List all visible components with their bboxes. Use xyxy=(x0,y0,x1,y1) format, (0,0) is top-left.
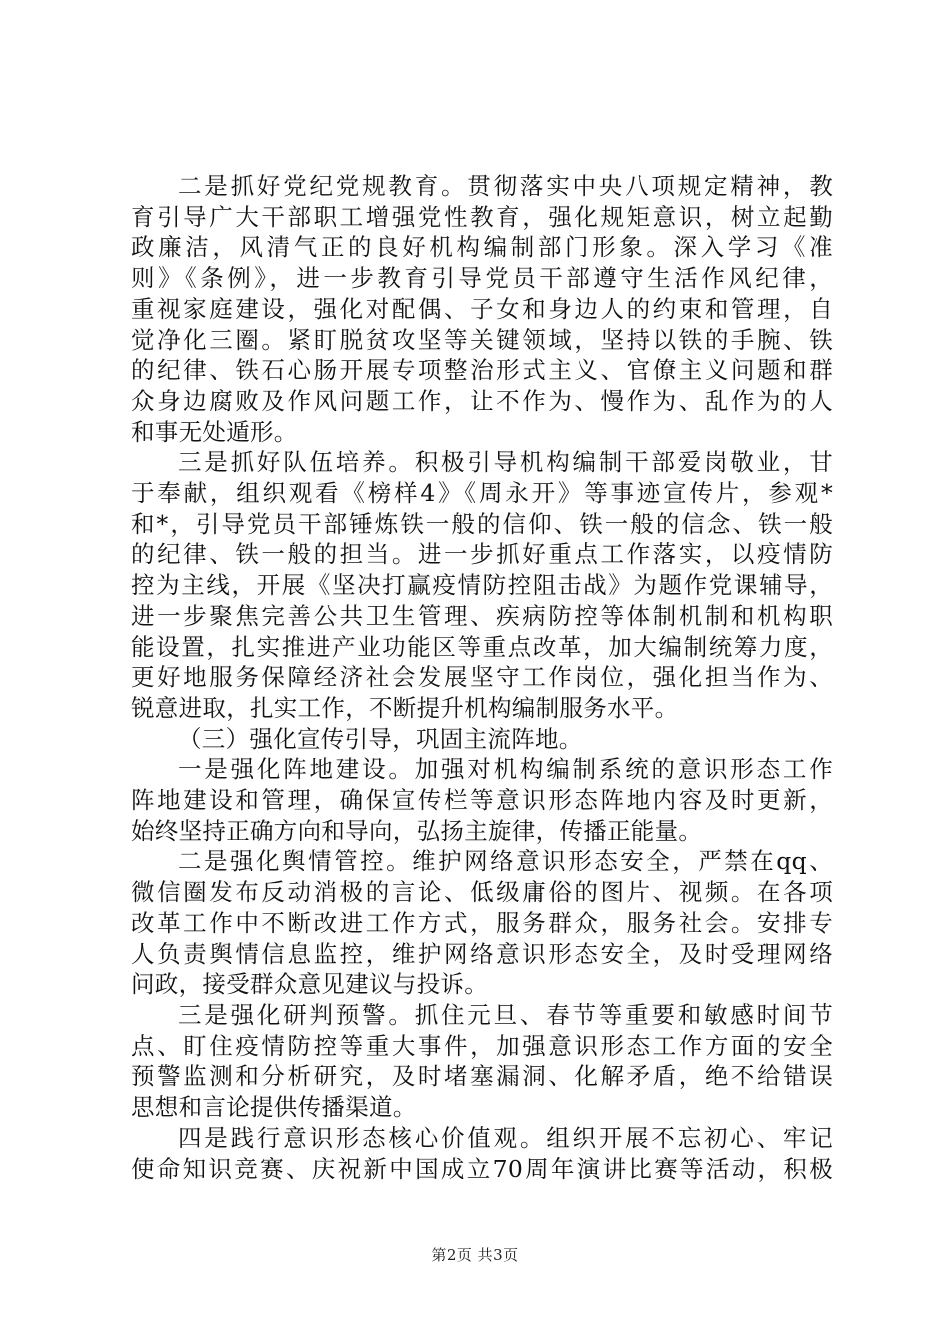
text-line: 能设置，扎实推进产业功能区等重点改革，加大编制统筹力度， xyxy=(131,632,833,661)
text-line: 问政，接受群众意见建议与投诉。 xyxy=(131,970,488,999)
text-line: 的纪律、铁石心肠开展专项整治形式主义、官僚主义问题和群 xyxy=(131,356,833,385)
text-line: 点、盯住疫情防控等重大事件，加强意识形态工作方面的安全 xyxy=(131,1031,833,1060)
text-line: 三是抓好队伍培养。积极引导机构编制干部爱岗敬业，甘 xyxy=(178,448,833,477)
text-line: （三）强化宣传引导，巩固主流阵地。 xyxy=(178,724,583,753)
paragraph-party-discipline xyxy=(131,171,833,447)
paragraph-early-warning xyxy=(131,1000,833,1123)
text-line: 于奉献，组织观看《榜样4》《周永开》等事迹宣传片，参观* xyxy=(131,479,833,508)
text-line: 思想和言论提供传播渠道。 xyxy=(131,1093,417,1122)
text-line: 锐意进取，扎实工作，不断提升机构编制服务水平。 xyxy=(131,693,679,722)
paragraph-core-values xyxy=(131,1123,833,1184)
text-line: 二是抓好党纪党规教育。贯彻落实中央八项规定精神，教 xyxy=(178,172,833,200)
text-line: 预警监测和分析研究，及时堵塞漏洞、化解矛盾，绝不给错误 xyxy=(131,1062,833,1091)
text-line: 觉净化三圈。紧盯脱贫攻坚等关键领域，坚持以铁的手腕、铁 xyxy=(131,325,833,354)
text-line: 微信圈发布反动消极的言论、低级庸俗的图片、视频。在各项 xyxy=(131,878,833,907)
text-line: 三是强化研判预警。抓住元旦、春节等重要和敏感时间节 xyxy=(178,1000,833,1029)
text-line: 进一步聚焦完善公共卫生管理、疾病防控等体制机制和机构职 xyxy=(131,601,833,630)
text-line: 则》《条例》，进一步教育引导党员干部遵守生活作风纪律， xyxy=(131,264,833,293)
text-line: 控为主线，开展《坚决打赢疫情防控阻击战》为题作党课辅导， xyxy=(131,571,833,600)
page-number-label: 第2页 共3页 xyxy=(431,1246,519,1264)
text-line: 众身边腐败及作风问题工作，让不作为、慢作为、乱作为的人 xyxy=(131,386,833,415)
text-line: 始终坚持正确方向和导向，弘扬主旋律，传播正能量。 xyxy=(131,816,703,845)
text-line: 四是践行意识形态核心价值观。组织开展不忘初心、牢记 xyxy=(178,1123,833,1152)
text-line: 更好地服务保障经济社会发展坚守工作岗位，强化担当作为、 xyxy=(131,663,833,692)
text-line: 使命知识竞赛、庆祝新中国成立70周年演讲比赛等活动，积极 xyxy=(131,1154,833,1183)
text-line: 改革工作中不断改进工作方式，服务群众，服务社会。安排专 xyxy=(131,908,833,937)
text-line: 二是强化舆情管控。维护网络意识形态安全，严禁在qq、 xyxy=(178,847,833,876)
section-heading xyxy=(131,724,833,755)
text-line: 和*，引导党员干部锤炼铁一般的信仰、铁一般的信念、铁一般 xyxy=(131,509,833,538)
page-footer xyxy=(0,1244,950,1265)
paragraph-position-building xyxy=(131,754,833,846)
text-line: 育引导广大干部职工增强党性教育，强化规矩意识，树立起勤 xyxy=(131,202,833,231)
paragraph-public-opinion xyxy=(131,846,833,1000)
text-line: 的纪律、铁一般的担当。进一步抓好重点工作落实，以疫情防 xyxy=(131,540,833,569)
text-line: 重视家庭建设，强化对配偶、子女和身边人的约束和管理，自 xyxy=(131,294,833,323)
text-line: 一是强化阵地建设。加强对机构编制系统的意识形态工作 xyxy=(178,755,833,784)
document-body xyxy=(131,171,833,1184)
text-line: 阵地建设和管理，确保宣传栏等意识形态阵地内容及时更新， xyxy=(131,786,833,815)
text-line: 和事无处遁形。 xyxy=(131,417,298,446)
text-line: 人负责舆情信息监控，维护网络意识形态安全，及时受理网络 xyxy=(131,939,833,968)
paragraph-team-training xyxy=(131,447,833,723)
text-line: 政廉洁，风清气正的良好机构编制部门形象。深入学习《准 xyxy=(131,233,833,262)
